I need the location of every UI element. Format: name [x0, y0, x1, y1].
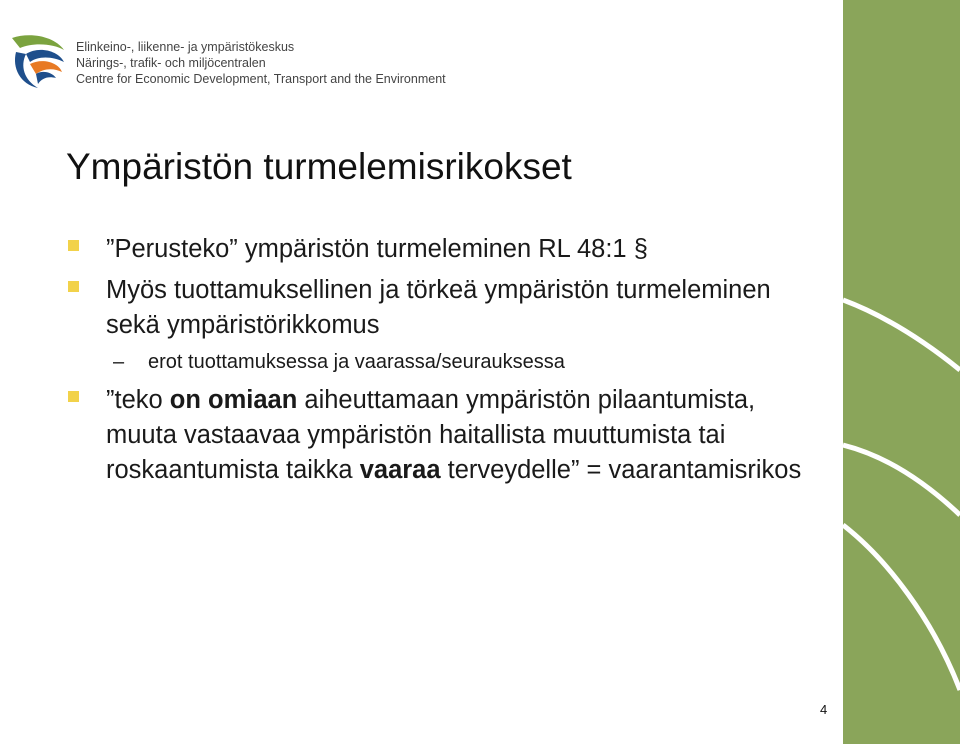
bullet-text-part: aiheuttamaan ympäristön pilaantumista, muuta vastaavaa ympäristön haitallista muuttumista tai roskaantumista taikka: [106, 386, 756, 484]
slide-title: Ympäristön turmelemisrikokset: [66, 146, 572, 187]
page-number: 4: [820, 702, 828, 717]
org-name-english: Centre for Economic Development, Transport and the Environment: [76, 72, 446, 86]
decorative-green-panel: [843, 0, 960, 744]
sub-bullet-text: erot tuottamuksessa ja vaarassa/seurauksessa: [148, 351, 565, 373]
org-name-swedish: Närings-, trafik- och miljöcentralen: [76, 56, 266, 70]
bullet-text: Myös tuottamuksellinen ja törkeä ympäristön turmeleminen sekä ympäristörikkomus: [106, 276, 771, 339]
slide-body: [68, 232, 828, 488]
sub-bullet-item: [68, 347, 828, 377]
ely-logo-icon: [8, 30, 66, 90]
organization-name: [76, 39, 446, 87]
square-bullet-icon: [68, 281, 79, 292]
bullet-text: ”Perusteko” ympäristön turmeleminen RL 48:1 §: [106, 235, 648, 263]
dash-bullet-icon: –: [113, 351, 125, 373]
bullet-text-bold: on omiaan: [169, 386, 298, 414]
bullet-item: [68, 383, 828, 488]
bullet-text-part: ”teko: [106, 386, 170, 414]
bullet-text-bold: vaaraa: [359, 456, 441, 484]
org-name-finnish: Elinkeino-, liikenne- ja ympäristökeskus: [76, 40, 295, 54]
organization-header: [8, 30, 446, 90]
bullet-item: [68, 273, 828, 343]
square-bullet-icon: [68, 391, 79, 402]
square-bullet-icon: [68, 240, 79, 251]
bullet-text-part: terveydelle” = vaarantamisrikos: [440, 456, 802, 484]
bullet-item: [68, 232, 828, 267]
